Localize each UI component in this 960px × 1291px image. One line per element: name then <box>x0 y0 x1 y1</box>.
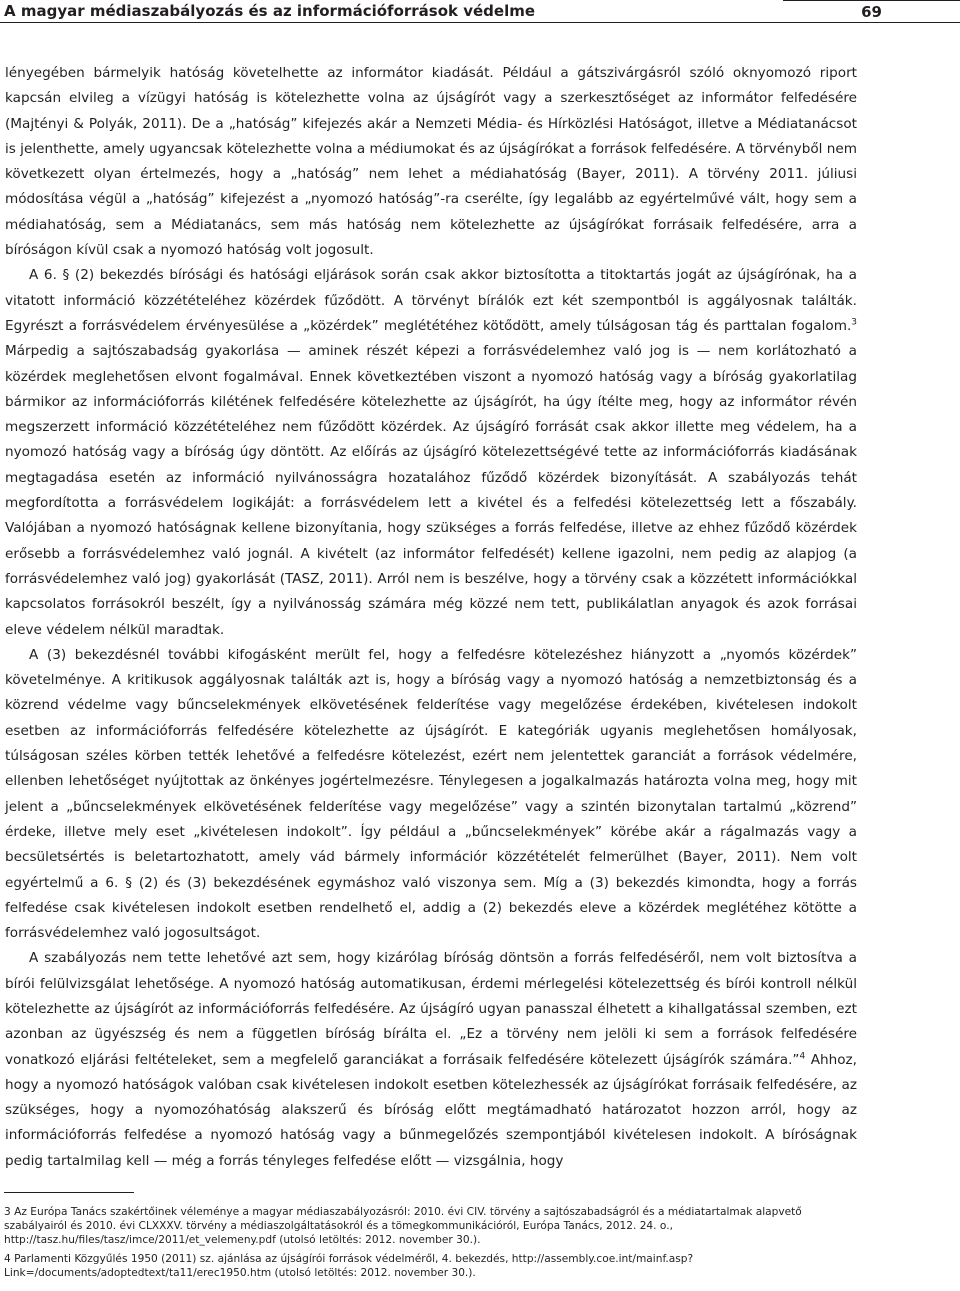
running-title: A magyar médiaszabályozás és az információforrások védelme <box>4 2 536 20</box>
paragraph-4-text-b: Ahhoz, hogy a nyomozó hatóságok valóban csak kivételesen indokolt esetben kötelezhessék az újságírókat forrásaik felfedésére, az szükséges, hogy a nyomozóhatóság alakszerű és bíróság előtt megtámadható határozatot hozzon arról, hogy az információforrás felfedése a nyomozó hatóság vagy a bűnmegelőzés szempontjából kivételesen indokolt. A bíróságnak pedig tartalmilag kell — még a forrás tényleges felfedése előtt — vizsgálnia, hogy <box>5 1051 857 1169</box>
paragraph-4 <box>5 946 857 1174</box>
paragraph-1 <box>5 61 857 263</box>
running-header <box>0 0 960 24</box>
footnote-separator <box>4 1192 134 1193</box>
footnotes <box>4 1205 859 1284</box>
paragraph-3-text: A (3) bekezdésnél további kifogásként merült fel, hogy a felfedésre kötelezéshez hiányzott a „nyomós közérdek” követelménye. A kritikusok aggályosnak találták azt is, hogy a bíróság vagy a nyomozó hatóság a nemzetbiztonság és a közrend védelme vagy bűncselekmények elkövetésének felderítése vagy megelőzése érdekében, kivételesen indokolt esetben az információforrás felfedésére kötelezhette az újságírót. E kategóriák ugyanis meglehetősen homályosak, túlságosan széles körben tették lehetővé a felfedésre kötelezést, ezért nem jelentettek garanciát a források védelmére, ellenben lehetőséget nyújtottak az önkényes jogértelmezésre. Ténylegesen a jogalkalmazás határozta volna meg, hogy mit jelent a „bűncselekmények elkövetésének felderítése vagy megelőzése” vagy a szintén bizonytalan tartalmú „közrend” érdeke, illetve mely eset „kivételesen indokolt”. Így például a „bűncselekmények” körébe akár a rágalmazás vagy a becsületsértés is beletartozhatott, amely vád bármely információr közzétételét felmerülhet (Bayer, 2011). Nem volt egyértelmű a 6. § (2) és (3) bekezdésének egymáshoz való viszonya sem. Míg a (3) bekezdés kimondta, hogy a forrás felfedése csak kivételesen indokolt esetben rendelhető el, addig a (2) bekezdés eleve a közérdek meglétéhez kötötte a forrásvédelemhez való jogosultságot. <box>5 646 857 942</box>
paragraph-1-text: lényegében bármelyik hatóság követelhette az informátor kiadását. Például a gátszivárgásról szóló oknyomozó riport kapcsán elvileg a vízügyi hatóság is kötelezhette volna az újságírót vagy a szerkesztőséget az informátor felfedésére (Majtényi & Polyák, 2011). De a „hatóság” kifejezés akár a Nemzeti Média- és Hírközlési Hatóságot, illetve a Médiatanácsot is jelenthette, amely ugyancsak kötelezhette volna a médiumokat és az újságírókat a források felfedésére. A törvényből nem következett olyan értelmezés, hogy a „hatóság” nem lehet a médiahatóság (Bayer, 2011). A törvény 2011. júliusi módosítása végül a „hatóság” kifejezést a „nyomozó hatóság”-ra cserélte, így legalább az egyértelművé vált, hogy sem a médiahatóság, sem a Médiatanács, sem más hatóság nem kötelezhette az újságírókat forrásaik felfedésére, arra a bíróságon kívül csak a nyomozó hatóság volt jogosult. <box>5 65 857 259</box>
body-text <box>5 61 857 1174</box>
page-number: 69 <box>783 0 960 23</box>
paragraph-2-text-a: A 6. § (2) bekezdés bírósági és hatósági eljárások során csak akkor biztosította a titoktartás jogát az újságírónak, ha a vitatott információ közzétételéhez közérdek fűződött. A törvényt bírálók ezt két szempontból is aggályosnak találták. Egyrészt a forrásvédelem érvényesülése a „közérdek” meglététéhez kötődött, amely túlságosan tág és parttalan fogalom. <box>5 267 857 334</box>
footnote-3: 3 Az Európa Tanács szakértőinek véleménye a magyar médiaszabályozásról: 2010. évi CIV. törvény a sajtószabadságról és a médiatartalmak alapvető szabályairól és 2010. évi CLXXXV. törvény a médiaszolgáltatásokról és a tömegkommunikációról, Európa Tanács, 2012. 24. o., http://tasz.hu/files/tasz/imce/2011/et_velemeny.pdf (utolsó letöltés: 2012. november 30.). <box>4 1206 802 1247</box>
paragraph-4-text-a: A szabályozás nem tette lehetővé azt sem, hogy kizárólag bíróság döntsön a forrás felfedéséről, nem volt biztosítva a bírói felülvizsgálat lehetősége. A nyomozó hatóság automatikusan, érdemi mérlegelési kötelezettség és bírói kontroll nélkül kötelezhette az újságírót az információforrás felfedésére. Az újságíró ugyan panasszal élhetett a kihallgatással szemben, ezt azonban az ügyészség és nem a független bíróság bírálta el. „Ez a törvény nem jelöli ki sem a források felfedésére vonatkozó eljárási feltételeket, sem a megfelelő garanciákat a forrásaik felfedésére kötelezett újságírók számára.” <box>5 950 857 1068</box>
paragraph-3 <box>5 643 857 947</box>
footnote-4: 4 Parlamenti Közgyűlés 1950 (2011) sz. ajánlása az újságírói források védelméről, 4. bekezdés, http://assembly.coe.int/mainf.asp?Link=/documents/adoptedtext/ta11/erec1950.htm (utolsó letöltés: 2012. november 30.). <box>4 1252 694 1279</box>
footnote-ref-3: 3 <box>851 317 857 328</box>
paragraph-2-text-b: Márpedig a sajtószabadság gyakorlása — aminek részét képezi a forrásvédelemhez való jog is — nem korlátozható a közérdek meglehetősen elvont fogalmával. Ennek következtében viszont a nyomozó hatóság vagy a bíróság gyakorlatilag bármikor az információforrás kilétének felfedésére kötelezhette az újságírót, ha úgy ítélte meg, hogy az informátor révén megszerzett információ közzétételéhez nem fűződött közérdek. Az újságíró forrását csak akkor illette meg védelem, ha a nyomozó hatóság vagy a bíróság úgy döntött. Az előírás az újságíró kötelezettségévé tette az információforrás kiadásának megtagadása esetén az információ nyilvánosságra hozatalához fűződő közérdek bizonyítását. A szabályozás tehát megfordította a forrásvédelem logikáját: a forrásvédelem lett a kivétel és a felfedési kötelezettség lett a főszabály. Valójában a nyomozó hatóságnak kellene bizonyítania, hogy szükséges a forrás felfedése, illetve az ehhez fűződő közérdek erősebb a forrásvédelemhez való jognál. A kivételt (az informátor felfedését) kellene igazolni, nem pedig az alapjog (a forrásvédelemhez való jog) gyakorlását (TASZ, 2011). Arról nem is beszélve, hogy a törvény csak a közzétett információkkal kapcsolatos forrásokról beszélt, így a nyilvánosság számára még közzé nem tett, publikálatlan anyagok és azok forrásai eleve védelem nélkül maradtak. <box>5 343 857 638</box>
paragraph-2 <box>5 263 857 642</box>
footnote-ref-4: 4 <box>799 1051 806 1062</box>
